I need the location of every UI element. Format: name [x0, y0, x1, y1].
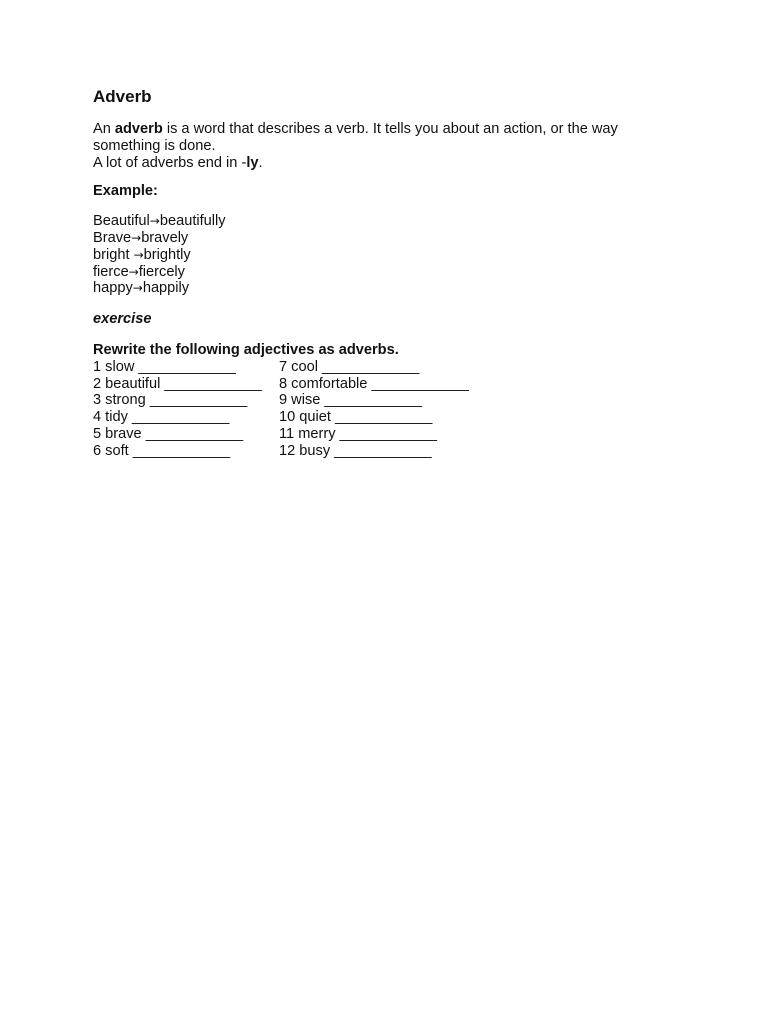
arrow-right-icon: → [131, 230, 142, 245]
page-title: Adverb [93, 87, 152, 106]
exercise-item: 8 comfortable ____________ [279, 375, 469, 392]
exercise-item: 7 cool ____________ [279, 358, 420, 375]
example-row [93, 280, 693, 297]
example-adverb: bravely [141, 229, 189, 246]
example-adjective: fierce [93, 263, 129, 280]
example-list [93, 213, 693, 297]
example-heading: Example: [93, 183, 158, 200]
intro-keyword: adverb [114, 121, 163, 137]
intro-line-2: something is done. [93, 137, 216, 154]
example-adverb: fiercely [138, 263, 185, 280]
intro-text: A lot of adverbs end in - [93, 154, 247, 171]
example-adjective: bright [93, 246, 134, 263]
example-row [93, 264, 693, 281]
intro-text: is a word that describes a verb. It tells you about an action, or the way [162, 121, 618, 137]
example-adjective: Brave [93, 229, 132, 246]
document-page [93, 86, 693, 460]
arrow-right-icon: → [133, 247, 144, 262]
exercise-item: 9 wise ____________ [279, 392, 422, 409]
exercise-item: 1 slow ____________ [93, 358, 236, 375]
example-adverb: beautifully [159, 213, 226, 230]
example-adjective: happy [93, 280, 133, 297]
exercise-item: 4 tidy ____________ [93, 409, 230, 426]
intro-line-3 [93, 155, 693, 172]
exercise-item: 11 merry ____________ [279, 425, 437, 442]
example-row [93, 230, 693, 247]
intro-text: An [93, 121, 115, 137]
exercise-item: 2 beautiful ____________ [93, 375, 262, 392]
exercise-heading: exercise [93, 311, 152, 328]
exercise-item: 5 brave ____________ [93, 425, 244, 442]
exercise-item: 6 soft ____________ [93, 442, 231, 459]
exercise-item: 12 busy ____________ [279, 442, 432, 459]
example-adverb: brightly [143, 246, 191, 263]
arrow-right-icon: → [149, 214, 160, 229]
exercise-item: 10 quiet ____________ [279, 409, 433, 426]
arrow-right-icon: → [132, 281, 143, 296]
example-adverb: happily [142, 280, 190, 297]
exercise-instruction: Rewrite the following adjectives as adverbs. [93, 341, 399, 358]
intro-line-1 [93, 121, 693, 138]
example-adjective: Beautiful [93, 213, 150, 230]
intro-text: . [258, 154, 263, 171]
exercise-item: 3 strong ____________ [93, 392, 248, 409]
exercise-grid [93, 359, 693, 460]
example-row [93, 247, 693, 264]
example-row [93, 213, 693, 230]
intro-paragraph [93, 121, 693, 171]
intro-suffix-keyword: ly [246, 154, 259, 171]
arrow-right-icon: → [128, 264, 139, 279]
